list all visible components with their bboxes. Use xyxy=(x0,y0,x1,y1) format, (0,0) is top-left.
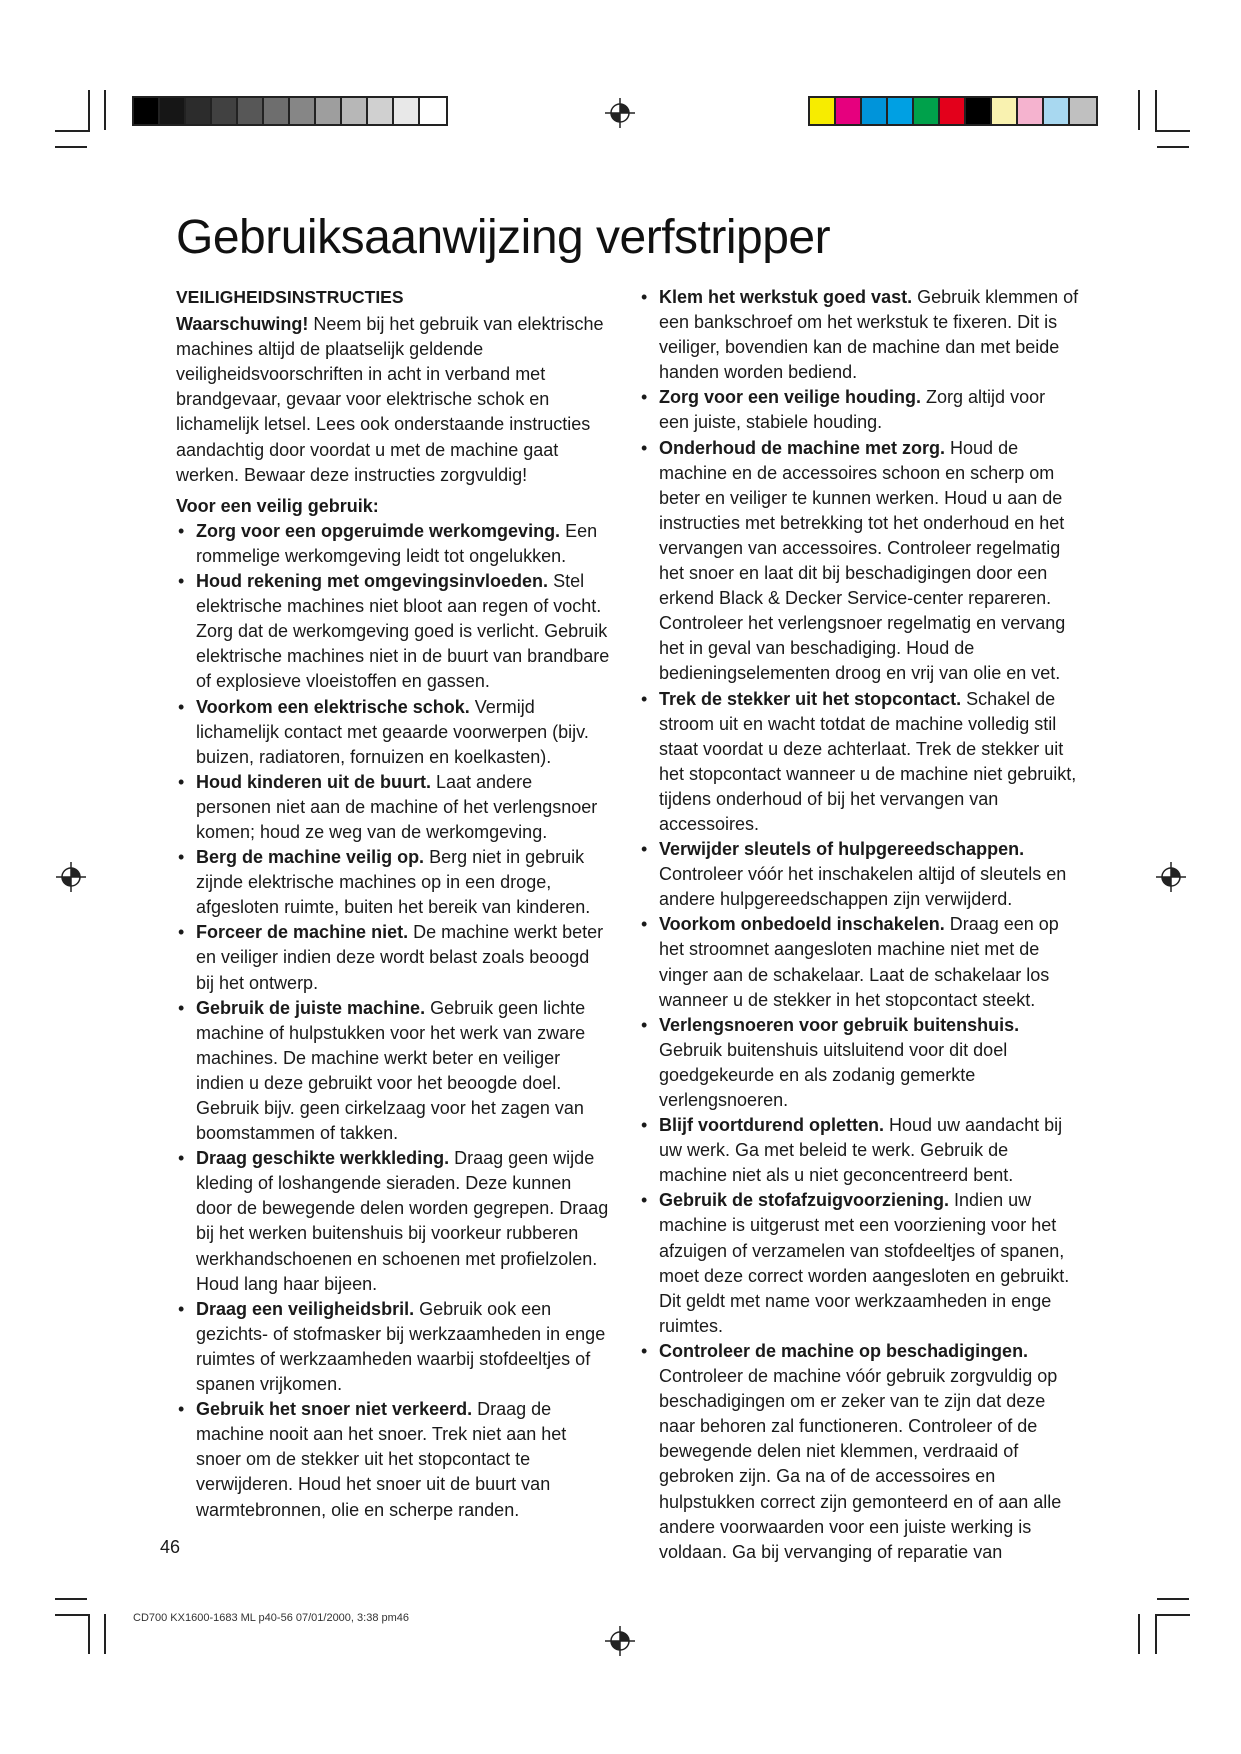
instruction-title: Forceer de machine niet. xyxy=(196,922,409,943)
instruction-item xyxy=(176,1397,611,1522)
page-number: 46 xyxy=(160,1537,181,1557)
instruction-item xyxy=(639,1113,1079,1188)
color-swatch xyxy=(888,98,914,124)
instruction-text: Indien uw machine is uitgerust met een voorziening voor het afzuigen of verzamelen van stofdeeltjes of spanen, moet deze correct worden aangesloten en gebruikt. Dit geldt met name voor werkzaamheden in enge ruimtes. xyxy=(659,1190,1070,1336)
instruction-item xyxy=(176,569,611,694)
instruction-title: Controleer de machine op beschadigingen. xyxy=(659,1340,1029,1361)
instruction-text: Gebruik buitenshuis uitsluitend voor dit doel goedgekeurde en als zodanig gemerkte verlengsnoeren. xyxy=(659,1039,1008,1110)
instruction-text: Vermijd lichamelijk contact met geaarde voorwerpen (bijv. buizen, radiatoren, fornuizen en koelkasten). xyxy=(196,696,589,767)
color-swatch xyxy=(1044,98,1070,124)
left-column xyxy=(176,285,611,1523)
instruction-text: Zorg altijd voor een juiste, stabiele houding. xyxy=(659,387,1046,433)
instruction-item xyxy=(176,519,611,569)
gray-swatch xyxy=(212,98,238,124)
instruction-item xyxy=(639,687,1079,838)
instruction-text: Houd de machine en de accessoires schoon en scherp om beter en veiliger te kunnen werken. Houd u aan de instructies met betrekking tot het onderhoud en het vervangen van accessoires. Controleer regelmatig het snoer en laat dit bij beschadigingen door een erkend Black & Decker Service-center repareren. Controleer het verlengsnoer regelmatig en vervang het in geval van beschadiging. Houd de bedieningselementen droog en vrij van olie en vet. xyxy=(659,437,1066,684)
gray-swatch xyxy=(394,98,420,124)
gray-swatch xyxy=(264,98,290,124)
right-instruction-list xyxy=(639,285,1079,1565)
instruction-title: Draag een veiligheidsbril. xyxy=(196,1298,415,1319)
instruction-item xyxy=(176,770,611,845)
instruction-title: Houd kinderen uit de buurt. xyxy=(196,771,431,792)
registration-mark-bottom-icon xyxy=(605,1626,635,1656)
subheading: Voor een veilig gebruik: xyxy=(176,495,379,516)
instruction-item xyxy=(176,695,611,770)
instruction-text: Schakel de stroom uit en wacht totdat de machine volledig stil staat voordat u deze achterlaat. Trek de stekker uit het stopcontact wanneer u de machine niet gebruikt, tijdens onderhoud of bij het vervangen van accessoires. xyxy=(659,688,1077,834)
instruction-title: Onderhoud de machine met zorg. xyxy=(659,437,946,458)
instruction-text: Laat andere personen niet aan de machine of het verlengsnoer komen; houd ze weg van de werkomgeving. xyxy=(196,771,598,842)
instruction-text: Houd uw aandacht bij uw werk. Ga met beleid te werk. Gebruik de machine niet als u niet geconcentreerd bent. xyxy=(659,1115,1063,1186)
gray-swatch xyxy=(134,98,160,124)
registration-mark-left-icon xyxy=(56,862,86,892)
instruction-title: Berg de machine veilig op. xyxy=(196,847,425,868)
instruction-title: Voorkom een elektrische schok. xyxy=(196,696,470,717)
instruction-title: Zorg voor een veilige houding. xyxy=(659,387,922,408)
right-column xyxy=(639,285,1079,1565)
color-swatch xyxy=(966,98,992,124)
gray-swatch xyxy=(186,98,212,124)
instruction-text: Gebruik klemmen of een bankschroef om het werkstuk te fixeren. Dit is veiliger, bovendien kan de machine dan met beide handen worden bediend. xyxy=(659,287,1079,383)
gray-swatch xyxy=(420,98,446,124)
color-swatch xyxy=(836,98,862,124)
gray-swatch xyxy=(238,98,264,124)
instruction-item xyxy=(176,920,611,995)
grayscale-calibration-bar xyxy=(132,96,448,126)
color-swatch xyxy=(1018,98,1044,124)
color-swatch xyxy=(914,98,940,124)
registration-mark-right-icon xyxy=(1156,862,1186,892)
instruction-title: Voorkom onbedoeld inschakelen. xyxy=(659,914,945,935)
instruction-text: Draag geen wijde kleding of loshangende sieraden. Deze kunnen door de bewegende delen worden gegrepen. Draag bij het werken buitenshuis bij voorkeur rubberen werkhandschoenen en schoenen met profielzolen. Houd lang haar bijeen. xyxy=(196,1148,609,1294)
color-swatch xyxy=(940,98,966,124)
instruction-text: Draag de machine nooit aan het snoer. Trek niet aan het snoer om de stekker uit het stopcontact te verwijderen. Houd het snoer uit de buurt van warmtebronnen, olie en scherpe randen. xyxy=(196,1399,567,1520)
color-calibration-bar xyxy=(808,96,1098,126)
instruction-text: Draag een op het stroomnet aangesloten machine niet met de vinger aan de schakelaar. Laat de schakelaar los wanneer u de stekker in het stopcontact steekt. xyxy=(659,914,1059,1010)
instruction-title: Gebruik de juiste machine. xyxy=(196,997,426,1018)
instruction-title: Verwijder sleutels of hulpgereedschappen. xyxy=(659,839,1025,860)
instruction-item xyxy=(639,1188,1079,1339)
color-swatch xyxy=(992,98,1018,124)
print-slug: CD700 KX1600-1683 ML p40-56 07/01/2000, 3:38 pm46 xyxy=(133,1612,410,1624)
warning-label: Waarschuwing! xyxy=(176,314,309,335)
instruction-item xyxy=(639,1339,1079,1565)
page-title: Gebruiksaanwijzing verfstripper xyxy=(176,211,831,264)
instruction-item xyxy=(639,285,1079,385)
instruction-item xyxy=(176,1297,611,1397)
instruction-text: Controleer de machine vóór gebruik zorgvuldig op beschadigingen om er zeker van te zijn dat deze naar behoren zal functioneren. Controleer of de bewegende delen niet klemmen, verdraaid of gebroken zijn. Ga na of de accessoires en hulpstukken correct zijn gemonteerd en of aan alle andere voorwaarden voor een juiste werking is voldaan. Ga bij vervanging of reparatie van xyxy=(659,1366,1062,1562)
instruction-text: Stel elektrische machines niet bloot aan regen of vocht. Zorg dat de werkomgeving goed is verlicht. Gebruik elektrische machines niet in de buurt van brandbare of explosieve vloeistoffen en gassen. xyxy=(196,571,610,692)
gray-swatch xyxy=(160,98,186,124)
instruction-title: Trek de stekker uit het stopcontact. xyxy=(659,688,962,709)
instruction-text: Controleer vóór het inschakelen altijd of sleutels en andere hulpgereedschappen zijn verwijderd. xyxy=(659,864,1067,910)
warning-paragraph xyxy=(176,312,611,488)
color-swatch xyxy=(810,98,836,124)
instruction-title: Zorg voor een opgeruimde werkomgeving. xyxy=(196,520,561,541)
gray-swatch xyxy=(368,98,394,124)
registration-mark-top-icon xyxy=(605,98,635,128)
instruction-title: Houd rekening met omgevingsinvloeden. xyxy=(196,571,549,592)
instruction-item xyxy=(639,1013,1079,1113)
instruction-item xyxy=(639,912,1079,1012)
instruction-text: Gebruik geen lichte machine of hulpstukken voor het werk van zware machines. De machine werkt beter en veiliger indien u deze gebruikt voor het beoogde doel. Gebruik bijv. geen cirkelzaag voor het zagen van boomstammen of takken. xyxy=(196,997,586,1144)
color-swatch xyxy=(1070,98,1096,124)
instruction-title: Blijf voortdurend opletten. xyxy=(659,1115,884,1136)
instruction-item xyxy=(639,837,1079,912)
instruction-item xyxy=(176,996,611,1147)
instruction-title: Gebruik het snoer niet verkeerd. xyxy=(196,1399,473,1420)
gray-swatch xyxy=(290,98,316,124)
instruction-text: De machine werkt beter en veiliger indien deze wordt belast zoals beoogd bij het ontwerp. xyxy=(196,922,604,993)
instruction-item xyxy=(176,1146,611,1297)
instruction-text: Gebruik ook een gezichts- of stofmasker bij werkzaamheden in enge ruimtes of werkzaamheden waarbij stofdeeltjes of spanen vrijkomen. xyxy=(196,1298,606,1395)
instruction-title: Draag geschikte werkkleding. xyxy=(196,1148,450,1169)
color-swatch xyxy=(862,98,888,124)
instruction-text: Een rommelige werkomgeving leidt tot ongelukken. xyxy=(196,520,598,566)
gray-swatch xyxy=(316,98,342,124)
gray-swatch xyxy=(342,98,368,124)
instruction-title: Klem het werkstuk goed vast. xyxy=(659,287,913,307)
instruction-item xyxy=(639,385,1079,435)
left-instruction-list xyxy=(176,519,611,1523)
instruction-item xyxy=(639,436,1079,687)
section-heading: VEILIGHEIDSINSTRUCTIES xyxy=(176,287,404,307)
warning-text: Neem bij het gebruik van elektrische machines altijd de plaatselijk geldende veiligheidsvoorschriften in acht in verband met brandgevaar, gevaar voor elektrische schok en lichamelijk letsel. Lees ook onderstaande instructies aandachtig door voordat u met de machine gaat werken. Bewaar deze instructies zorgvuldig! xyxy=(176,314,604,485)
instruction-title: Gebruik de stofafzuigvoorziening. xyxy=(659,1190,950,1211)
instruction-text: Berg niet in gebruik zijnde elektrische machines op in een droge, afgesloten ruimte, buiten het bereik van kinderen. xyxy=(196,847,591,918)
instruction-title: Verlengsnoeren voor gebruik buitenshuis. xyxy=(659,1014,1020,1035)
instruction-item xyxy=(176,845,611,920)
